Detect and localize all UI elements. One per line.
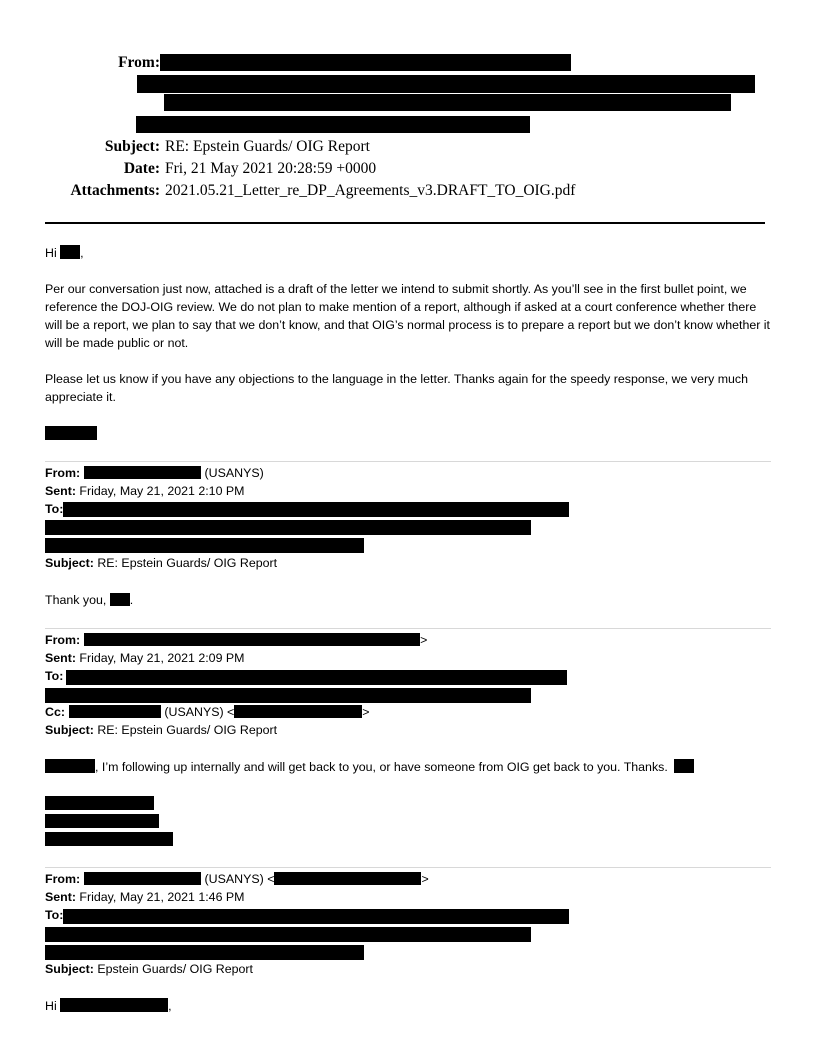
- to-line: To:: [45, 908, 64, 922]
- paragraph: Per our conversation just now, attached is a draft of the letter we intend to submit shortly. As you’ll see in the first bullet point, we reference the DOJ-OIG review. We do not plan to make mention of a report, although if asked at a court conference whether there will be a report, we plan to say that we don’t know, and that OIG’s normal process is to prepare a report but we don’t know whether it will be made public or not.: [45, 282, 771, 350]
- redaction-block: [110, 593, 130, 606]
- greeting: Hi ,: [45, 246, 84, 260]
- redaction-block: [66, 670, 567, 685]
- redaction-block: [45, 759, 95, 773]
- paragraph: Please let us know if you have any objections to the language in the letter. Thanks again for the speedy response, we very much appreciate it.: [45, 372, 749, 404]
- subject-line: Subject: RE: Epstein Guards/ OIG Report: [45, 556, 278, 570]
- sent-line: Sent: Friday, May 21, 2021 2:09 PM: [45, 651, 245, 665]
- redaction-block: [45, 538, 364, 553]
- from-line: From: (USANYS) < >: [45, 872, 429, 886]
- redaction-block: [136, 116, 530, 133]
- subject-line: Subject: RE: Epstein Guards/ OIG Report: [45, 723, 278, 737]
- cc-line: Cc: (USANYS) < >: [45, 705, 370, 719]
- redaction-block: [60, 998, 168, 1012]
- redaction-block: [60, 245, 80, 259]
- attachment-link[interactable]: 2021.05.21_Letter_re_DP_Agreements_v3.DRAFT_TO_OIG.pdf: [165, 182, 576, 199]
- subject-label: Subject:: [104, 138, 160, 155]
- redaction-block: [674, 759, 694, 773]
- to-line: To:: [45, 669, 64, 683]
- email-body: Thank you, .: [45, 593, 134, 607]
- attachments-label: Attachments:: [70, 182, 160, 199]
- redaction-block: [137, 75, 755, 93]
- signature-redaction: [45, 832, 173, 846]
- redaction-block: [274, 872, 421, 885]
- redaction-block: [164, 94, 731, 111]
- redaction-block: [160, 54, 571, 71]
- email-body: , I’m following up internally and will get back to you, or have someone from OIG get back to you. Thanks.: [45, 758, 694, 776]
- redaction-block: [84, 466, 201, 479]
- header-divider: [45, 222, 765, 224]
- subject-value: RE: Epstein Guards/ OIG Report: [165, 138, 370, 155]
- redaction-block: [45, 688, 531, 703]
- signature-redaction: [45, 426, 97, 440]
- from-label: From:: [118, 54, 160, 71]
- redaction-block: [69, 705, 161, 718]
- redaction-block: [63, 909, 569, 924]
- date-value: Fri, 21 May 2021 20:28:59 +0000: [165, 160, 377, 177]
- redaction-block: [84, 633, 420, 646]
- date-label: Date:: [123, 160, 160, 177]
- message-separator: [45, 628, 771, 629]
- redaction-block: [234, 705, 362, 718]
- subject-line: Subject: Epstein Guards/ OIG Report: [45, 962, 253, 976]
- redaction-block: [45, 945, 364, 960]
- redaction-block: [45, 520, 531, 535]
- message-separator: [45, 867, 771, 868]
- sent-line: Sent: Friday, May 21, 2021 2:10 PM: [45, 484, 245, 498]
- to-line: To:: [45, 502, 64, 516]
- from-line: From: >: [45, 633, 428, 647]
- sent-line: Sent: Friday, May 21, 2021 1:46 PM: [45, 890, 245, 904]
- from-line: From: (USANYS): [45, 466, 264, 480]
- redaction-block: [63, 502, 569, 517]
- signature-redaction: [45, 796, 154, 810]
- redaction-block: [45, 927, 531, 942]
- greeting: Hi ,: [45, 999, 172, 1013]
- signature-redaction: [45, 814, 159, 828]
- redaction-block: [84, 872, 201, 885]
- message-separator: [45, 461, 771, 462]
